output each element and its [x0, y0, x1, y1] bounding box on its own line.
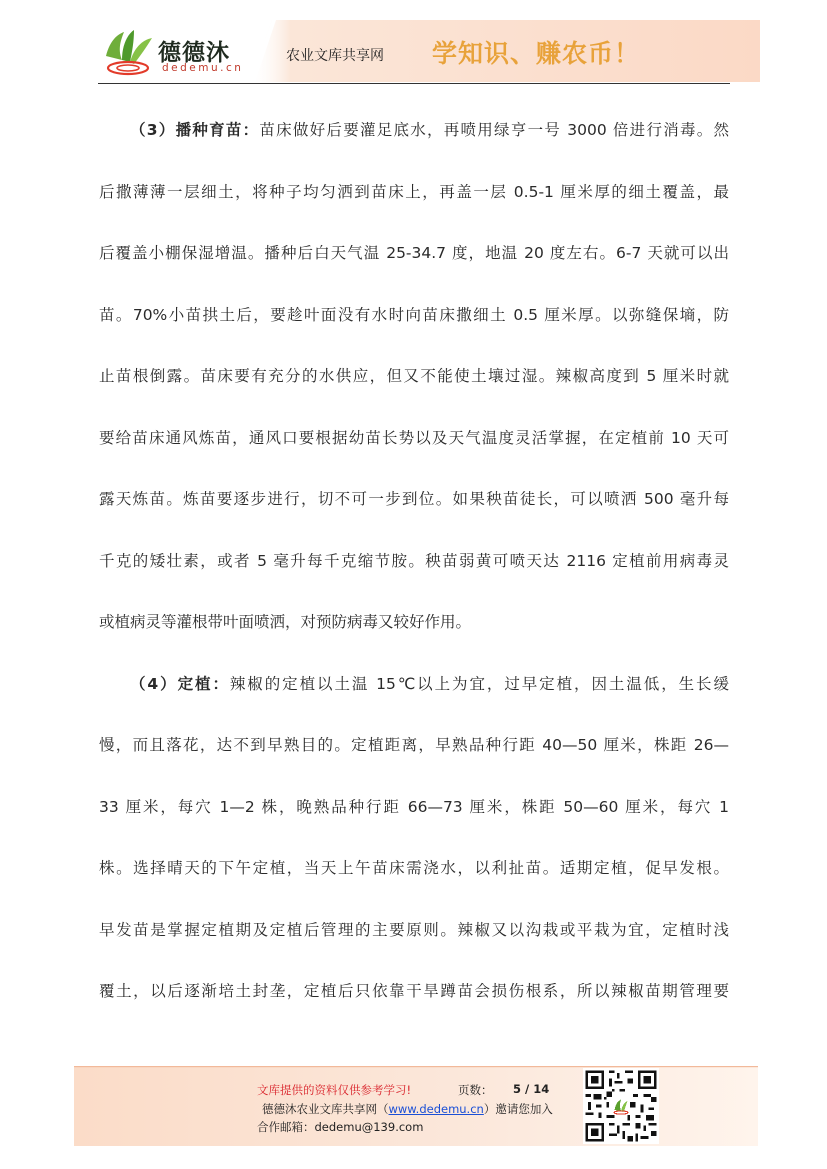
text-line: 覆土，以后逐渐培土封垄，定植后只依靠干旱蹲苗会损伤根系，所以辣椒苗期管理要	[99, 982, 729, 1000]
text-line: 止苗根倒露。苗床要有充分的水供应，但又不能使土壤过湿。辣椒高度到 5 厘米时就	[99, 367, 729, 385]
site-link[interactable]: www.dedemu.cn	[388, 1102, 484, 1116]
text-line: 千克的矮壮素，或者 5 毫升每千克缩节胺。秧苗弱黄可喷天达 2116 定植前用病毒灵	[99, 551, 729, 570]
text-line: 33 厘米，每穴 1—2 株，晚熟品种行距 66—73 厘米，株距 50—60 厘米，每穴 1	[99, 797, 729, 816]
site-name: 农业文库共享网	[286, 48, 384, 64]
qr-code-icon[interactable]	[583, 1068, 659, 1144]
text-line: 慢，而且落花，达不到早熟目的。定植距离，早熟品种行距 40—50 厘米，株距 26—	[99, 736, 729, 754]
text-line: 株。选择晴天的下午定植，当天上午苗床需浇水，以利扯苗。适期定植，促早发根。	[99, 859, 729, 877]
invite-text: ）邀请您加入	[483, 1102, 553, 1116]
text-line: 露天炼苗。炼苗要逐步进行，切不可一步到位。如果秧苗徒长，可以喷洒 500 毫升每	[99, 490, 729, 508]
text-line	[99, 100, 729, 162]
logo-chinese-text: 德德沐	[158, 39, 230, 66]
section-lead: （4）定植：	[130, 674, 230, 693]
footer-invite	[262, 1101, 553, 1117]
header-divider	[98, 83, 730, 84]
text-line: 早发苗是掌握定植期及定植后管理的主要原则。辣椒又以沟栽或平栽为宜，定植时浅	[99, 920, 729, 939]
page-count-label: 页数：	[458, 1083, 493, 1097]
text-line: 后撒薄薄一层细土，将种子均匀洒到苗床上，再盖一层 0.5-1 厘米厚的细土覆盖，最	[99, 182, 729, 201]
section-lead: （3）播种育苗：	[130, 121, 260, 139]
page-count: 5 / 14	[513, 1082, 550, 1096]
text-line	[99, 654, 729, 716]
text-run: 苗床做好后要灌足底水，再喷用绿亨一号 3000 倍进行消毒。然	[259, 121, 729, 139]
text-run: 辣椒的定植以土温 15℃以上为宜，过早定植，因土温低，生长缓	[229, 674, 729, 693]
document-body	[99, 100, 729, 1023]
text-line: 或植病灵等灌根带叶面喷洒，对预防病毒又较好作用。	[99, 613, 472, 631]
text-line: 后覆盖小棚保湿增温。播种后白天气温 25-34.7 度，地温 20 度左右。6-7 天就可以出	[99, 244, 729, 262]
invite-text: 德德沐农业文库共享网（	[262, 1102, 389, 1116]
text-line: 苗。70%小苗拱土后，要趁叶面没有水时向苗床撒细土 0.5 厘米厚。以弥缝保墒，防	[99, 305, 729, 324]
text-line: 要给苗床通风炼苗，通风口要根据幼苗长势以及天气温度灵活掌握，在定植前 10 天可	[99, 428, 729, 447]
logo-domain-text: dedemu.cn	[162, 62, 244, 74]
footer-email: 合作邮箱：dedemu@139.com	[257, 1120, 424, 1134]
paragraph-transplanting	[99, 654, 729, 1023]
leaf-sprout-logo-icon	[100, 26, 158, 78]
site-logo[interactable]	[100, 26, 260, 82]
page-header	[0, 0, 827, 90]
slogan: 学知识、赚农币！	[432, 39, 641, 68]
paragraph-sowing	[99, 100, 729, 654]
footer-disclaimer: 文库提供的资料仅供参考学习!	[257, 1083, 412, 1097]
page-footer	[74, 1066, 758, 1146]
